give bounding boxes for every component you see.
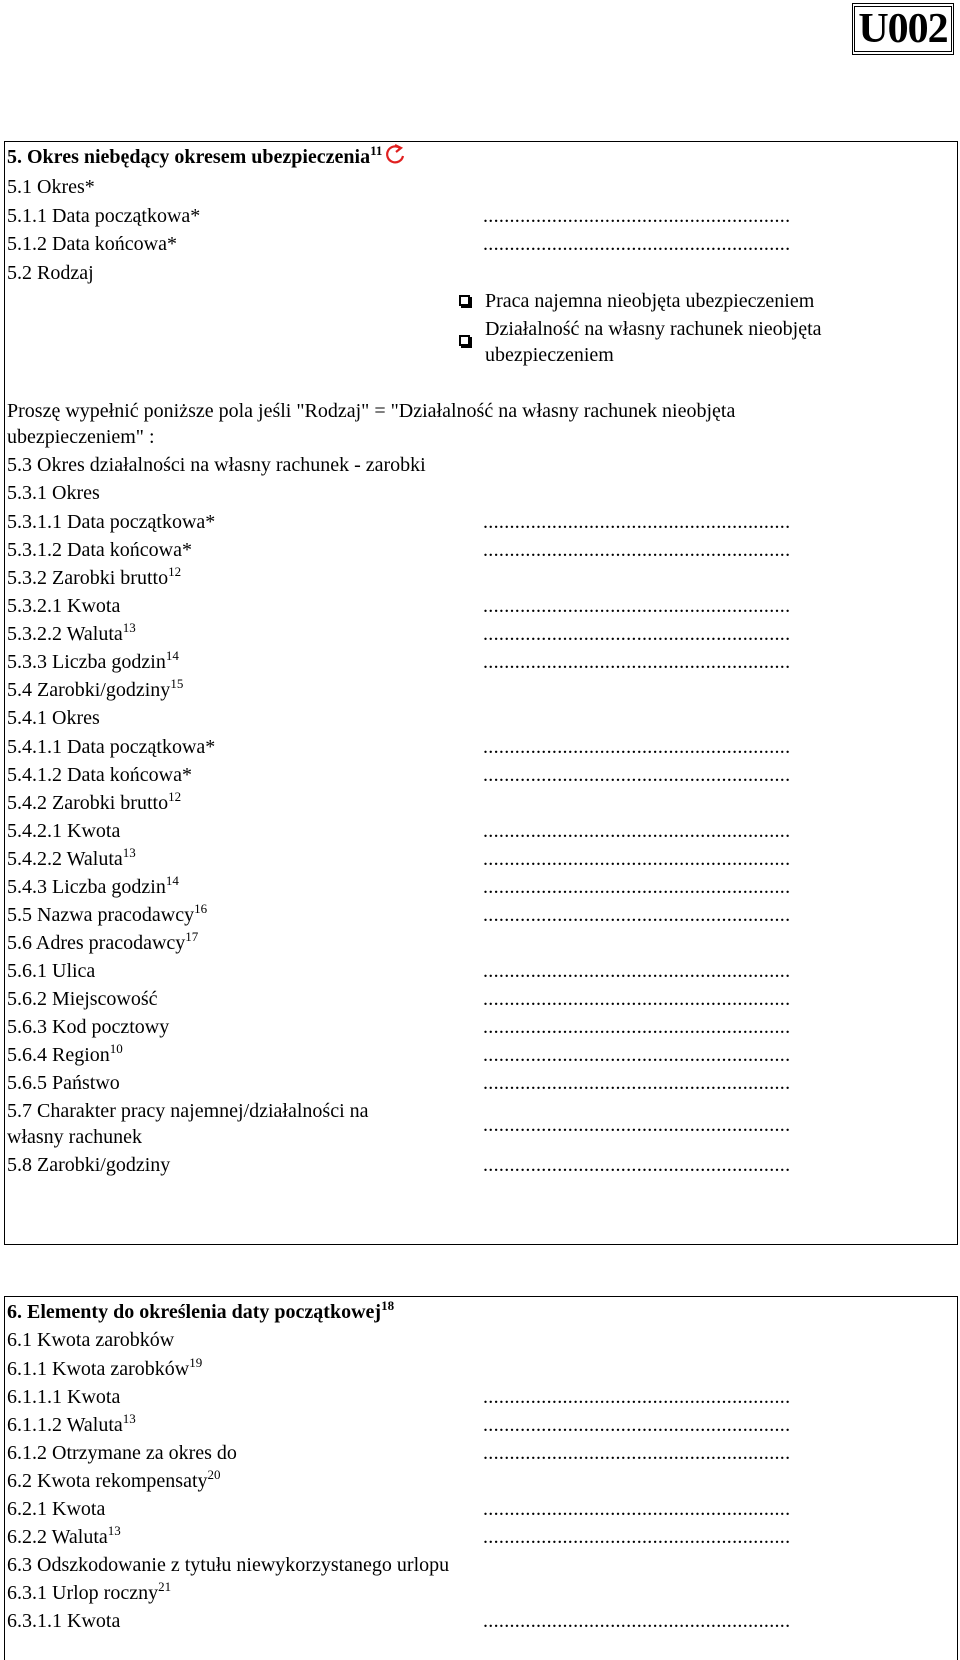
field-label: własny rachunek (7, 1126, 142, 1148)
field-input-dots[interactable]: .......................................................... (483, 1154, 791, 1176)
option-label: Praca najemna nieobjęta ubezpieczeniem (485, 290, 815, 312)
checkbox-icon[interactable] (459, 335, 470, 346)
label-text: 6.1.1 Kwota zarobków (7, 1358, 190, 1380)
form-code-box (852, 3, 954, 55)
field-input-dots[interactable]: .......................................................... (483, 539, 791, 561)
note-line: ubezpieczeniem" : (7, 426, 155, 448)
field-label (7, 790, 181, 816)
field-label (7, 1356, 202, 1382)
field-label: 5.1.1 Data początkowa* (7, 205, 201, 227)
field-label: 5.3.2.1 Kwota (7, 595, 121, 617)
redo-icon[interactable] (384, 144, 408, 173)
label-text: 5.6.4 Region (7, 1044, 110, 1066)
label-text: 5.4.3 Liczba godzin (7, 876, 166, 898)
footnote-ref: 13 (122, 620, 136, 635)
field-label: 5.4.1.1 Data początkowa* (7, 736, 216, 758)
field-label (7, 621, 136, 647)
footnote-ref: 19 (189, 1355, 203, 1370)
field-input-dots[interactable]: .......................................................... (483, 820, 791, 842)
field-label: 6.1 Kwota zarobków (7, 1329, 175, 1351)
field-label (7, 1468, 221, 1494)
footnote-ref: 16 (194, 901, 208, 916)
label-text: 5.3.2 Zarobki brutto (7, 567, 169, 589)
section-6 (4, 1296, 958, 1660)
field-input-dots[interactable]: .......................................................... (483, 1016, 791, 1038)
field-label: 5.8 Zarobki/godziny (7, 1154, 171, 1176)
field-label (7, 930, 198, 956)
field-input-dots[interactable]: .......................................................... (483, 511, 791, 533)
field-input-dots[interactable]: .......................................................... (483, 1072, 791, 1094)
field-input-dots[interactable]: .......................................................... (483, 848, 791, 870)
option-label: Działalność na własny rachunek nieobjęta (485, 318, 822, 340)
footnote-ref: 12 (168, 789, 182, 804)
field-input-dots[interactable]: .......................................................... (483, 1414, 791, 1436)
field-label: 5.6.3 Kod pocztowy (7, 1016, 170, 1038)
field-label (7, 565, 181, 591)
field-label: 5.4.1 Okres (7, 707, 100, 729)
note-line: Proszę wypełnić poniższe pola jeśli "Rodzaj" = "Działalność na własny rachunek nieobjęta (7, 400, 736, 422)
label-text: 5.5 Nazwa pracodawcy (7, 904, 195, 926)
field-label: 5.2 Rodzaj (7, 262, 94, 284)
instruction-note (7, 398, 887, 450)
field-input-dots[interactable]: .......................................................... (483, 1114, 791, 1136)
field-input-dots[interactable]: .......................................................... (483, 1386, 791, 1408)
field-label (7, 677, 183, 703)
footnote-ref: 21 (158, 1579, 172, 1594)
field-label: 5.3 Okres działalności na własny rachunek - zarobki (7, 454, 426, 476)
field-label: 6.3 Odszkodowanie z tytułu niewykorzystanego urlopu (7, 1554, 450, 1576)
label-text: 5.4.2.2 Waluta (7, 848, 123, 870)
field-label: 6.2.1 Kwota (7, 1498, 106, 1520)
field-label: 6.3.1.1 Kwota (7, 1610, 121, 1632)
field-input-dots[interactable]: .......................................................... (483, 1526, 791, 1548)
field-input-dots[interactable]: .......................................................... (483, 876, 791, 898)
footnote-ref: 15 (170, 676, 184, 691)
field-input-dots[interactable]: .......................................................... (483, 623, 791, 645)
footnote-ref: 14 (165, 648, 179, 663)
label-text: 6.2.2 Waluta (7, 1526, 108, 1548)
footnote-ref: 18 (381, 1298, 395, 1313)
form-code: U002 (854, 6, 951, 52)
footnote-ref: 11 (370, 143, 383, 158)
field-label (7, 649, 179, 675)
field-label: 5.6.1 Ulica (7, 960, 96, 982)
checkbox-icon[interactable] (459, 295, 470, 306)
field-label (7, 874, 179, 900)
field-input-dots[interactable]: .......................................................... (483, 595, 791, 617)
footnote-ref: 14 (165, 873, 179, 888)
field-input-dots[interactable]: .......................................................... (483, 988, 791, 1010)
field-input-dots[interactable]: .......................................................... (483, 205, 791, 227)
section-6-title (7, 1299, 394, 1325)
field-input-dots[interactable]: .......................................................... (483, 904, 791, 926)
field-label: 6.1.1.1 Kwota (7, 1386, 121, 1408)
field-label (7, 1524, 121, 1550)
section-5 (4, 141, 958, 1245)
footnote-ref: 13 (122, 845, 136, 860)
footnote-ref: 20 (207, 1467, 221, 1482)
field-input-dots[interactable]: .......................................................... (483, 651, 791, 673)
field-label (7, 1412, 136, 1438)
field-label: 6.1.2 Otrzymane za okres do (7, 1442, 237, 1464)
field-input-dots[interactable]: .......................................................... (483, 736, 791, 758)
field-label: 5.1.2 Data końcowa* (7, 233, 177, 255)
field-label (7, 846, 136, 872)
field-input-dots[interactable]: .......................................................... (483, 764, 791, 786)
field-label: 5.6.2 Miejscowość (7, 988, 158, 1010)
field-input-dots[interactable]: .......................................................... (483, 1044, 791, 1066)
section-5-title-text: 5. Okres niebędący okresem ubezpieczenia (7, 146, 371, 169)
footnote-ref: 13 (107, 1523, 121, 1538)
footnote-ref: 10 (109, 1041, 123, 1056)
field-label (7, 902, 207, 928)
field-input-dots[interactable]: .......................................................... (483, 1498, 791, 1520)
field-input-dots[interactable]: .......................................................... (483, 960, 791, 982)
field-label: 5.7 Charakter pracy najemnej/działalności na (7, 1100, 369, 1122)
field-label: 5.4.2.1 Kwota (7, 820, 121, 842)
section-5-title (7, 144, 408, 173)
field-label: 5.3.1.2 Data końcowa* (7, 539, 192, 561)
label-text: 5.3.2.2 Waluta (7, 623, 123, 645)
field-label: 5.6.5 Państwo (7, 1072, 120, 1094)
label-text: 6.2 Kwota rekompensaty (7, 1470, 208, 1492)
field-input-dots[interactable]: .......................................................... (483, 1610, 791, 1632)
label-text: 5.6 Adres pracodawcy (7, 932, 186, 954)
label-text: 6.3.1 Urlop roczny (7, 1582, 159, 1604)
footnote-ref: 12 (168, 564, 182, 579)
field-input-dots[interactable]: .......................................................... (483, 1442, 791, 1464)
field-label: 5.3.1.1 Data początkowa* (7, 511, 216, 533)
label-text: 5.4 Zarobki/godziny (7, 679, 171, 701)
field-label: 5.1 Okres* (7, 176, 95, 198)
option-label: ubezpieczeniem (485, 344, 614, 366)
section-6-title-text: 6. Elementy do określenia daty początkowej (7, 1301, 382, 1323)
footnote-ref: 17 (185, 929, 199, 944)
label-text: 5.4.2 Zarobki brutto (7, 792, 169, 814)
field-label: 5.4.1.2 Data końcowa* (7, 764, 192, 786)
field-label: 5.3.1 Okres (7, 482, 100, 504)
field-label (7, 1580, 171, 1606)
label-text: 6.1.1.2 Waluta (7, 1414, 123, 1436)
footnote-ref: 13 (122, 1411, 136, 1426)
field-label (7, 1042, 123, 1068)
field-input-dots[interactable]: .......................................................... (483, 233, 791, 255)
label-text: 5.3.3 Liczba godzin (7, 651, 166, 673)
